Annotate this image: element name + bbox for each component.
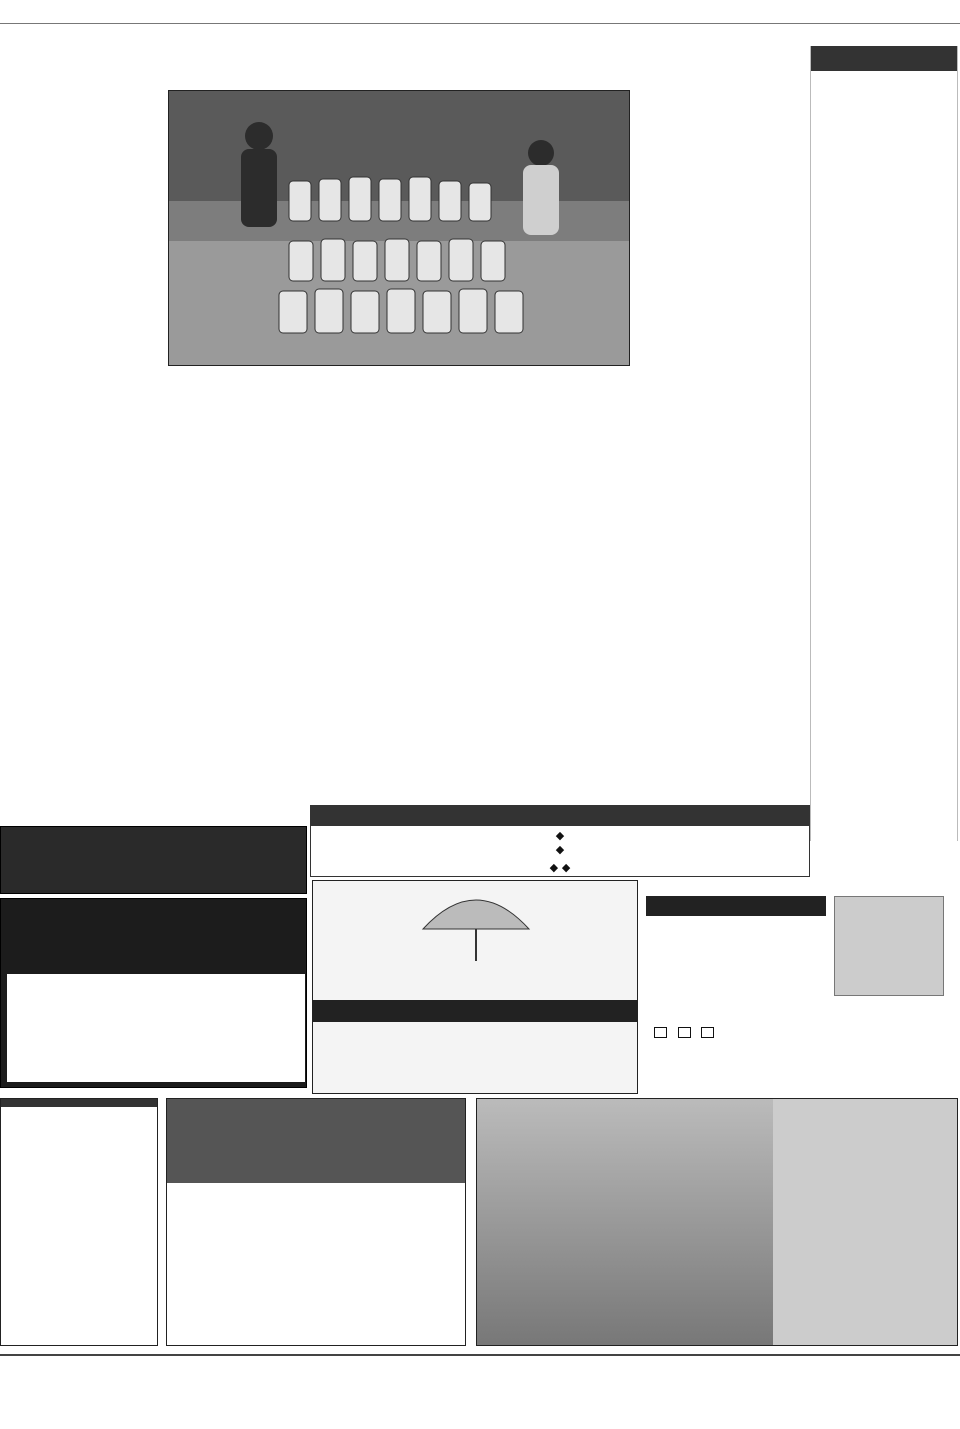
- article1-col3: [325, 386, 471, 476]
- article2-col5: [646, 528, 800, 796]
- ad-fittsport: [476, 1098, 958, 1346]
- ad-info-centre: [0, 1098, 158, 1346]
- team-photo: [168, 90, 630, 366]
- team-photo-image: [169, 91, 630, 366]
- checkbox[interactable]: [654, 1027, 667, 1038]
- sidebar-events: [810, 46, 958, 841]
- article1-col5: [646, 92, 798, 464]
- article2-col4: [483, 528, 633, 806]
- jobs-contact: ◆ ◆: [549, 861, 571, 874]
- umbrella-icon: [313, 881, 638, 961]
- article1-col4: [484, 386, 632, 476]
- fitness-photo: [477, 1099, 773, 1346]
- checkbox[interactable]: [678, 1027, 691, 1038]
- sidebar-body: [811, 71, 957, 77]
- newspaper-thumbnail: [834, 896, 944, 996]
- page-header: [0, 0, 960, 24]
- article1-col1: [4, 92, 160, 482]
- footer-imprint: [0, 1354, 960, 1426]
- jobs-time: ◆: [555, 843, 565, 856]
- ic-header: [1, 1099, 157, 1107]
- ad-skatepark: [166, 1098, 466, 1346]
- ad-vmtech: [0, 826, 307, 894]
- jobs-box: [310, 805, 810, 877]
- tv-text: [7, 974, 305, 1082]
- jobs-place: ◆: [555, 829, 565, 842]
- checkbox[interactable]: [701, 1027, 714, 1038]
- pool-open: [313, 1000, 638, 1022]
- ic-body: [1, 1107, 157, 1115]
- jobs-title: [311, 806, 809, 826]
- article2-col2: [164, 528, 310, 810]
- skatepark-banner: [167, 1099, 465, 1183]
- sidebar-title: [811, 46, 957, 71]
- article2-col3: [324, 528, 472, 806]
- ad-tv-beskyd: [0, 898, 307, 1088]
- article2-col1: [4, 528, 155, 818]
- skatepark-text: [167, 1183, 357, 1199]
- order-payment: [650, 1027, 718, 1038]
- article1-col2: [167, 386, 313, 476]
- order-title: [646, 896, 826, 916]
- ad-pool: [312, 880, 638, 1094]
